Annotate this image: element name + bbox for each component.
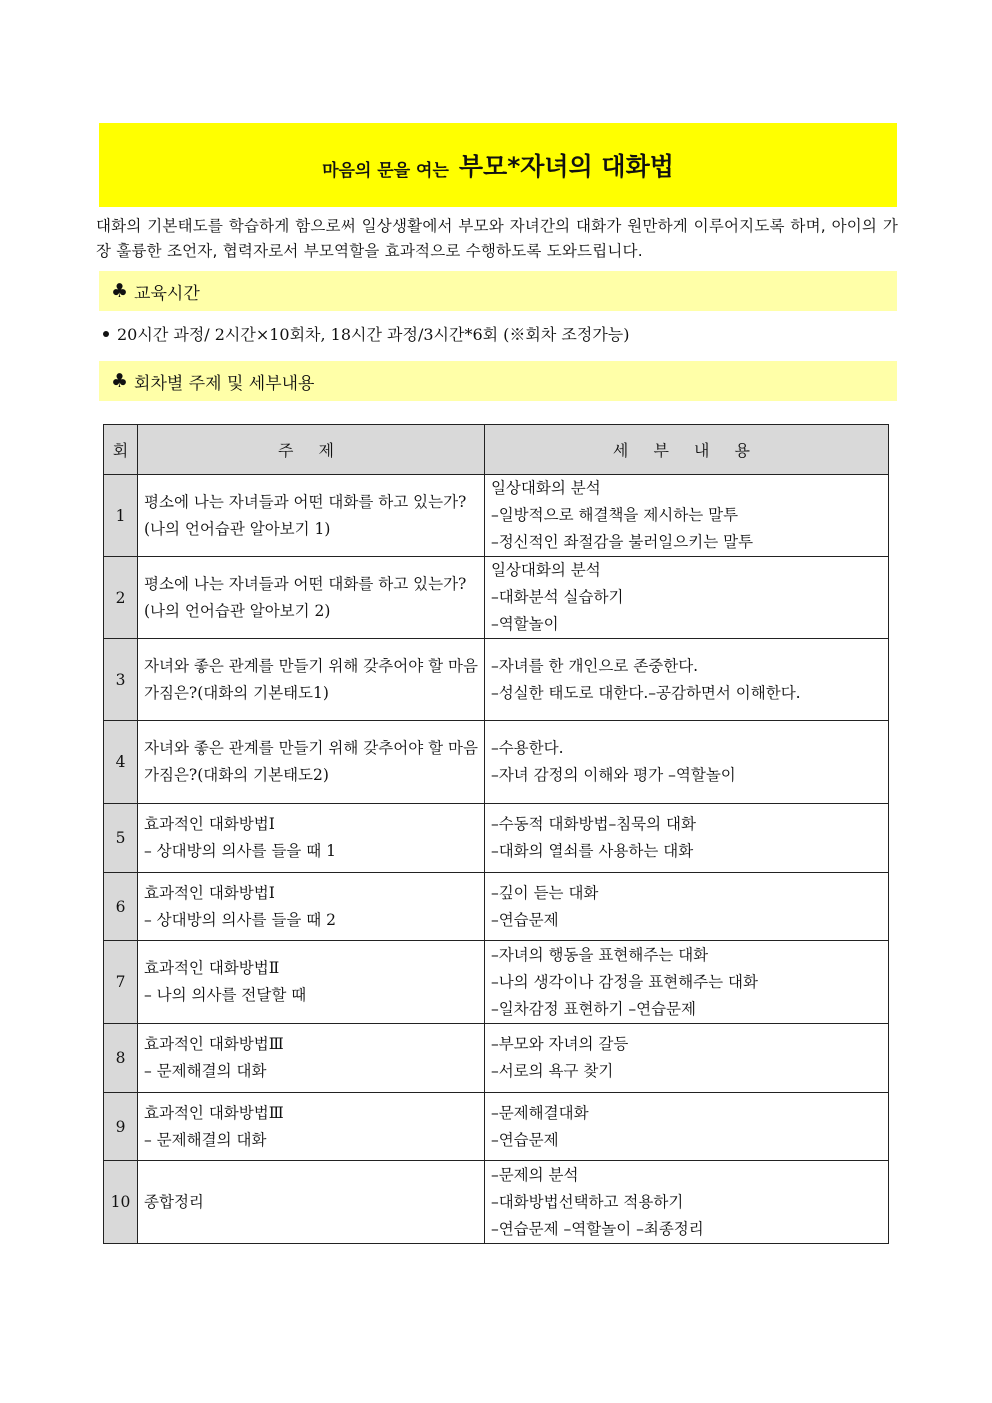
topic-line: (나의 언어습관 알아보기 2) xyxy=(144,601,331,620)
topic-line: 효과적인 대화방법Ⅲ xyxy=(144,1035,284,1053)
header-session-no: 회 xyxy=(104,425,138,475)
topic-line: 효과적인 대화방법Ⅰ xyxy=(144,883,275,902)
section-header-time xyxy=(99,271,897,311)
session-topic xyxy=(138,804,485,873)
detail-line: –대화분석 실습하기 xyxy=(490,588,624,606)
detail-line: –수동적 대화방법–침묵의 대화 xyxy=(490,815,696,833)
session-table xyxy=(103,424,889,1244)
session-topic xyxy=(138,557,485,639)
table-row xyxy=(104,475,889,557)
topic-line: 종합정리 xyxy=(144,1192,204,1211)
session-detail xyxy=(484,1161,888,1244)
session-topic xyxy=(138,1024,485,1093)
topic-line: 가짐은?(대화의 기본태도2) xyxy=(144,766,329,784)
session-number: 1 xyxy=(104,475,138,557)
session-detail xyxy=(484,639,888,721)
topic-line: – 문제해결의 대화 xyxy=(144,1062,267,1080)
session-topic xyxy=(138,941,485,1024)
detail-line: –연습문제 –역할놀이 –최종정리 xyxy=(490,1219,704,1238)
topic-line: – 문제해결의 대화 xyxy=(144,1130,267,1149)
education-time-text: 20시간 과정/ 2시간×10회차, 18시간 과정/3시간*6회 (※회차 조정가능) xyxy=(117,325,630,344)
table-row xyxy=(104,721,889,804)
detail-line: –문제의 분석 xyxy=(490,1165,579,1184)
detail-line: –연습문제 xyxy=(490,910,559,929)
session-detail xyxy=(484,804,888,873)
session-number: 6 xyxy=(104,873,138,941)
detail-line: –정신적인 좌절감을 불러일으키는 말투 xyxy=(490,533,754,551)
session-detail xyxy=(484,721,888,804)
detail-line: –역할놀이 xyxy=(490,615,559,633)
detail-line: –자녀 감정의 이해와 평가 –역할놀이 xyxy=(490,766,736,784)
detail-line: –일차감정 표현하기 –연습문제 xyxy=(490,999,696,1018)
session-topic xyxy=(138,1161,485,1244)
topic-line: 평소에 나는 자녀들과 어떤 대화를 하고 있는가? xyxy=(144,492,467,511)
session-number: 3 xyxy=(104,639,138,721)
section-label: 교육시간 xyxy=(134,283,200,304)
club-icon: ♣ xyxy=(111,370,129,392)
topic-line: 효과적인 대화방법Ⅱ xyxy=(144,959,280,977)
table-row xyxy=(104,1024,889,1093)
detail-line: –나의 생각이나 감정을 표현해주는 대화 xyxy=(490,972,758,991)
session-number: 5 xyxy=(104,804,138,873)
session-topic xyxy=(138,639,485,721)
section-header-topics xyxy=(99,361,897,401)
table-row xyxy=(104,557,889,639)
session-number: 10 xyxy=(104,1161,138,1244)
topic-line: 자녀와 좋은 관계를 만들기 위해 갖추어야 할 마음 xyxy=(144,656,478,675)
session-topic xyxy=(138,721,485,804)
table-row xyxy=(104,804,889,873)
title-prefix: 마음의 문을 여는 xyxy=(322,160,449,181)
table-row xyxy=(104,1161,889,1244)
session-number: 8 xyxy=(104,1024,138,1093)
topic-line: – 나의 의사를 전달할 때 xyxy=(144,986,307,1004)
session-table-body xyxy=(104,475,889,1244)
session-topic xyxy=(138,475,485,557)
topic-line: 효과적인 대화방법Ⅲ xyxy=(144,1103,284,1122)
header-detail: 세 부 내 용 xyxy=(484,425,888,475)
table-row xyxy=(104,639,889,721)
detail-line: –자녀를 한 개인으로 존중한다. xyxy=(490,656,699,675)
detail-line: 일상대화의 분석 xyxy=(490,561,601,579)
detail-line: –문제해결대화 xyxy=(490,1103,589,1122)
topic-line: – 상대방의 의사를 들을 때 1 xyxy=(144,842,336,860)
bullet-icon xyxy=(103,331,109,337)
header-topic: 주 제 xyxy=(138,425,485,475)
session-number: 2 xyxy=(104,557,138,639)
detail-line: –성실한 태도로 대한다.–공감하면서 이해한다. xyxy=(490,683,801,702)
table-row xyxy=(104,873,889,941)
education-time xyxy=(103,322,629,345)
topic-line: – 상대방의 의사를 들을 때 2 xyxy=(144,910,336,929)
session-detail xyxy=(484,1093,888,1161)
detail-line: –대화방법선택하고 적용하기 xyxy=(490,1192,684,1211)
session-detail xyxy=(484,941,888,1024)
session-topic xyxy=(138,1093,485,1161)
detail-line: –일방적으로 해결책을 제시하는 말투 xyxy=(490,506,739,524)
table-row xyxy=(104,941,889,1024)
table-header-row xyxy=(104,425,889,475)
detail-line: –서로의 욕구 찾기 xyxy=(490,1062,614,1080)
session-detail xyxy=(484,475,888,557)
intro-paragraph: 대화의 기본태도를 학습하게 함으로써 일상생활에서 부모와 자녀간의 대화가 원만하게 이루어지도록 하며, 아이의 가장 훌륭한 조언자, 협력자로서 부모역할을 효과적으로 수행하도록 도와드립니다. xyxy=(96,217,898,260)
detail-line: –깊이 듣는 대화 xyxy=(490,883,599,902)
detail-line: –대화의 열쇠를 사용하는 대화 xyxy=(490,842,694,860)
table-row xyxy=(104,1093,889,1161)
session-number: 7 xyxy=(104,941,138,1024)
club-icon: ♣ xyxy=(111,280,129,302)
detail-line: –수용한다. xyxy=(490,739,564,757)
detail-line: –연습문제 xyxy=(490,1130,559,1149)
section-label: 회차별 주제 및 세부내용 xyxy=(134,373,315,394)
session-number: 4 xyxy=(104,721,138,804)
session-detail xyxy=(484,873,888,941)
detail-line: –자녀의 행동을 표현해주는 대화 xyxy=(490,945,709,964)
topic-line: 자녀와 좋은 관계를 만들기 위해 갖추어야 할 마음 xyxy=(144,739,478,757)
session-detail xyxy=(484,1024,888,1093)
topic-line: 효과적인 대화방법Ⅰ xyxy=(144,815,275,833)
topic-line: 가짐은?(대화의 기본태도1) xyxy=(144,683,329,702)
session-detail xyxy=(484,557,888,639)
topic-line: 평소에 나는 자녀들과 어떤 대화를 하고 있는가? xyxy=(144,574,467,593)
session-number: 9 xyxy=(104,1093,138,1161)
page-title: 부모*자녀의 대화법 xyxy=(458,152,674,181)
detail-line: 일상대화의 분석 xyxy=(490,479,601,497)
topic-line: (나의 언어습관 알아보기 1) xyxy=(144,519,331,538)
title-banner xyxy=(99,123,897,207)
detail-line: –부모와 자녀의 갈등 xyxy=(490,1035,629,1053)
session-topic xyxy=(138,873,485,941)
